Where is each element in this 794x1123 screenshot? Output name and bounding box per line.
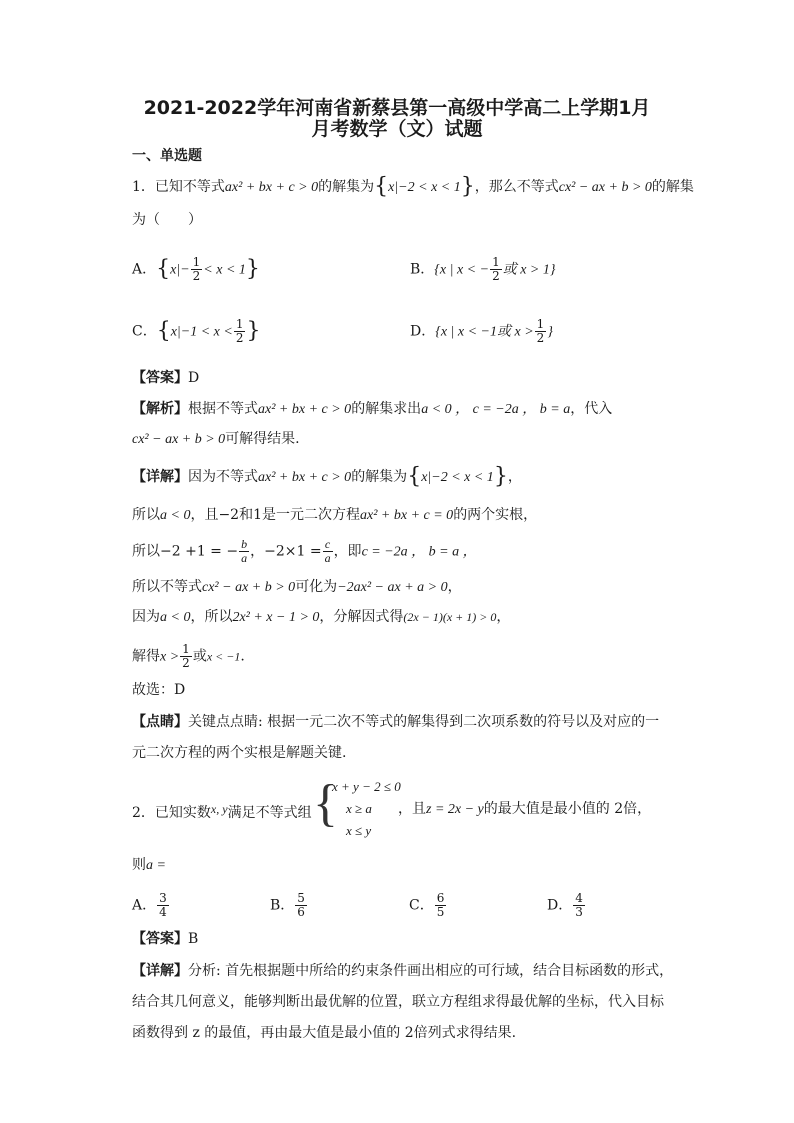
math: z = 2x − y (426, 802, 484, 817)
fraction-numerator: c (323, 538, 333, 552)
q1-choose: 故选：D (132, 682, 186, 698)
math: ax² + bx + c > 0 (258, 402, 352, 417)
fraction-numerator: 1 (492, 255, 500, 269)
fraction-denominator: 2 (536, 331, 545, 345)
q2-answer (132, 929, 198, 949)
q1-analysis-line-1 (132, 399, 612, 420)
q2-stem-line-2 (132, 855, 166, 876)
q2-stem-tail (398, 799, 651, 820)
text: ，分解因式得 (319, 609, 404, 625)
fraction-numerator: 1 (192, 255, 201, 269)
fraction-denominator: 5 (436, 905, 445, 919)
set-brace-open: { (374, 174, 389, 199)
text: 的解集为 (351, 469, 408, 485)
option-label: B． (270, 897, 295, 914)
fraction (234, 318, 246, 345)
math: a = (146, 858, 166, 873)
option-set: x|− (170, 262, 190, 278)
fraction (239, 538, 249, 565)
fraction-numerator: 4 (575, 891, 583, 905)
q1-inequality-2: cx² − ax + b > 0 (558, 180, 652, 195)
math: x > (160, 649, 180, 665)
answer-tag: 【答案】 (132, 370, 188, 386)
q1-step-3 (132, 577, 462, 598)
fraction-denominator: 2 (492, 269, 500, 283)
q1-step-1 (132, 505, 537, 526)
fraction (490, 256, 502, 283)
set-brace-open: { (156, 318, 171, 344)
option-label: B． (410, 261, 435, 278)
fraction-denominator: 2 (182, 656, 190, 670)
constraint-1: x + y − 2 ≤ 0 (332, 779, 401, 794)
fraction-numerator: 1 (182, 642, 190, 656)
text: 所以不等式 (132, 579, 202, 595)
page-title-line-2-text: 月考数学（文）试题 (311, 118, 483, 140)
q2-detail-line-3: 函数得到 z 的最值，再由最大值是最小值的 2倍列式求得结果. (132, 1025, 517, 1041)
math: x, y (210, 802, 228, 816)
q1-step-4 (132, 607, 510, 628)
point-tag: 【点睛】 (132, 714, 188, 730)
q1-set: x|−2 < x < 1 (388, 180, 461, 195)
math: x < −1 (206, 649, 241, 664)
math: cx² − ax + b > 0 (132, 432, 226, 447)
text: ， (496, 609, 511, 625)
answer-value: B (188, 931, 199, 947)
q2-option-a[interactable] (132, 892, 170, 919)
q1-step-5 (132, 643, 245, 670)
q1-option-a[interactable] (132, 256, 260, 283)
option-label: A． (132, 897, 157, 914)
fraction-denominator: 6 (297, 905, 305, 919)
fraction (191, 256, 203, 283)
set-brace-close: } (493, 464, 508, 489)
system-brace: { (313, 775, 338, 832)
q1-stem-text: 的解集为 (318, 179, 375, 195)
q1-analysis-line-2 (132, 429, 300, 450)
q1-stem-text: ，那么不等式 (474, 179, 559, 195)
analysis-tag: 【解析】 (132, 401, 188, 417)
fraction (157, 892, 169, 919)
set-brace-open: { (156, 256, 171, 282)
text: 所以−2 +1 = − (132, 543, 239, 560)
answer-tag: 【答案】 (132, 931, 188, 947)
option-set: x|−1 < x < (170, 324, 233, 340)
q2-option-b[interactable] (270, 892, 308, 919)
text: ，所以 (190, 609, 233, 625)
fraction (323, 538, 333, 565)
math: a < 0 (160, 508, 191, 523)
q1-stem-line-2: 为（ ） (132, 212, 202, 228)
text: ，−2×1 = (250, 543, 322, 560)
option-tail: < x < 1 (203, 262, 246, 278)
q1-step-2 (132, 538, 477, 565)
constraint-3: x ≤ y (346, 823, 372, 838)
q2-stem-line-1 (132, 799, 312, 823)
fraction (573, 892, 585, 919)
text: 根据不等式 (188, 401, 258, 417)
math: c = −2a ， b = a ， (361, 544, 477, 560)
text: 关键点点睛: 根据一元二次不等式的解集得到二次项系数的符号以及对应的一 (188, 714, 660, 730)
q1-inequality-1: ax² + bx + c > 0 (224, 180, 319, 195)
set-brace-close: } (246, 318, 261, 344)
text: ，代入 (570, 401, 613, 417)
text: 则 (132, 857, 146, 873)
detail-tag: 【详解】 (132, 469, 188, 485)
q1-stem-text: 1．已知不等式 (132, 179, 225, 195)
page-title-line-2 (0, 114, 794, 141)
option-set: {x | x < − (434, 262, 490, 278)
q1-detail-line-1 (132, 464, 522, 489)
text: ， (447, 579, 462, 595)
fraction-numerator: 3 (159, 891, 167, 905)
q2-option-c[interactable] (409, 892, 447, 919)
text: 或 (192, 648, 207, 665)
math: −2ax² − ax + a > 0 (337, 580, 448, 595)
set-brace-close: } (245, 256, 260, 282)
q2-detail-line-1 (132, 961, 673, 981)
text: 满足不等式组 (227, 805, 312, 821)
option-set: {x | x < −1或 x > (435, 324, 534, 340)
text: 所以 (132, 507, 160, 523)
q1-point-line-1 (132, 712, 659, 732)
text: 可化为 (295, 579, 338, 595)
fraction-denominator: 3 (575, 905, 583, 919)
q2-option-d[interactable] (547, 892, 586, 919)
text: 可解得结果. (225, 431, 300, 447)
fraction-denominator: 2 (192, 269, 201, 283)
answer-value: D (188, 370, 200, 386)
q1-point-line-2: 元二次方程的两个实根是解题关键. (132, 745, 347, 761)
text: 2．已知实数 (132, 805, 211, 821)
detail-tag: 【详解】 (132, 963, 188, 979)
set-brace-close: } (460, 174, 475, 199)
fraction (435, 892, 447, 919)
q1-answer (132, 368, 199, 388)
text: ，且 (398, 801, 426, 817)
option-label: D． (547, 897, 573, 914)
math: 2x² + x − 1 > 0 (232, 610, 320, 625)
option-tail: 或 x > 1} (502, 262, 556, 278)
fraction-numerator: 1 (536, 317, 545, 331)
constraint-2: x ≥ a (346, 801, 372, 816)
math: ax² + bx + c = 0 (360, 508, 454, 523)
math: a < 0 (160, 610, 191, 625)
text: 因为 (132, 609, 160, 625)
text: 的解集求出 (351, 401, 422, 417)
section-heading: 一、单选题 (132, 148, 202, 164)
fraction-numerator: 6 (436, 891, 445, 905)
fraction-numerator: 5 (297, 891, 305, 905)
fraction-numerator: 1 (235, 317, 244, 331)
text: ， (507, 469, 522, 485)
q1-option-c[interactable] (132, 318, 260, 345)
option-label: D． (410, 323, 436, 340)
option-tail: } (547, 324, 553, 340)
text: ，即 (333, 543, 362, 560)
option-label: C． (409, 897, 434, 914)
fraction (295, 892, 307, 919)
math: x|−2 < x < 1 (421, 470, 494, 485)
text: 分析: 首先根据题中所给的约束条件画出相应的可行域，结合目标函数的形式， (188, 963, 674, 979)
text: 因为不等式 (188, 469, 258, 485)
fraction-numerator: b (241, 537, 248, 551)
text: 的最大值是最小值的 2倍， (483, 801, 652, 817)
page-title-line-1: 2021-2022学年河南省新蔡县第一高级中学高二上学期1月 (143, 97, 651, 119)
q1-option-b[interactable] (410, 256, 555, 283)
set-brace-open: { (407, 464, 422, 489)
math: a < 0 ， c = −2a ， b = a (421, 402, 571, 417)
fraction (180, 643, 192, 670)
fraction-denominator: a (241, 551, 248, 565)
math: cx² − ax + b > 0 (202, 580, 296, 595)
text: 的两个实根， (453, 507, 538, 523)
option-label: C． (132, 323, 157, 340)
q1-stem-text: 的解集 (651, 179, 694, 195)
math: ax² + bx + c > 0 (258, 470, 352, 485)
q2-detail-line-2: 结合其几何意义，能够判断出最优解的位置，联立方程组求得最优解的坐标，代入目标 (132, 994, 664, 1010)
q1-stem-line-1 (132, 174, 694, 199)
text: ，且−2和1是一元二次方程 (190, 507, 360, 523)
fraction-denominator: 2 (235, 331, 244, 345)
q1-option-d[interactable] (410, 318, 553, 345)
fraction-denominator: a (324, 551, 331, 565)
q2-system (332, 776, 401, 842)
fraction-denominator: 4 (159, 905, 167, 919)
text: 解得 (132, 648, 160, 665)
text: . (240, 648, 245, 665)
math: (2x − 1)(x + 1) > 0 (403, 610, 497, 624)
fraction (535, 318, 547, 345)
option-label: A． (132, 261, 157, 278)
